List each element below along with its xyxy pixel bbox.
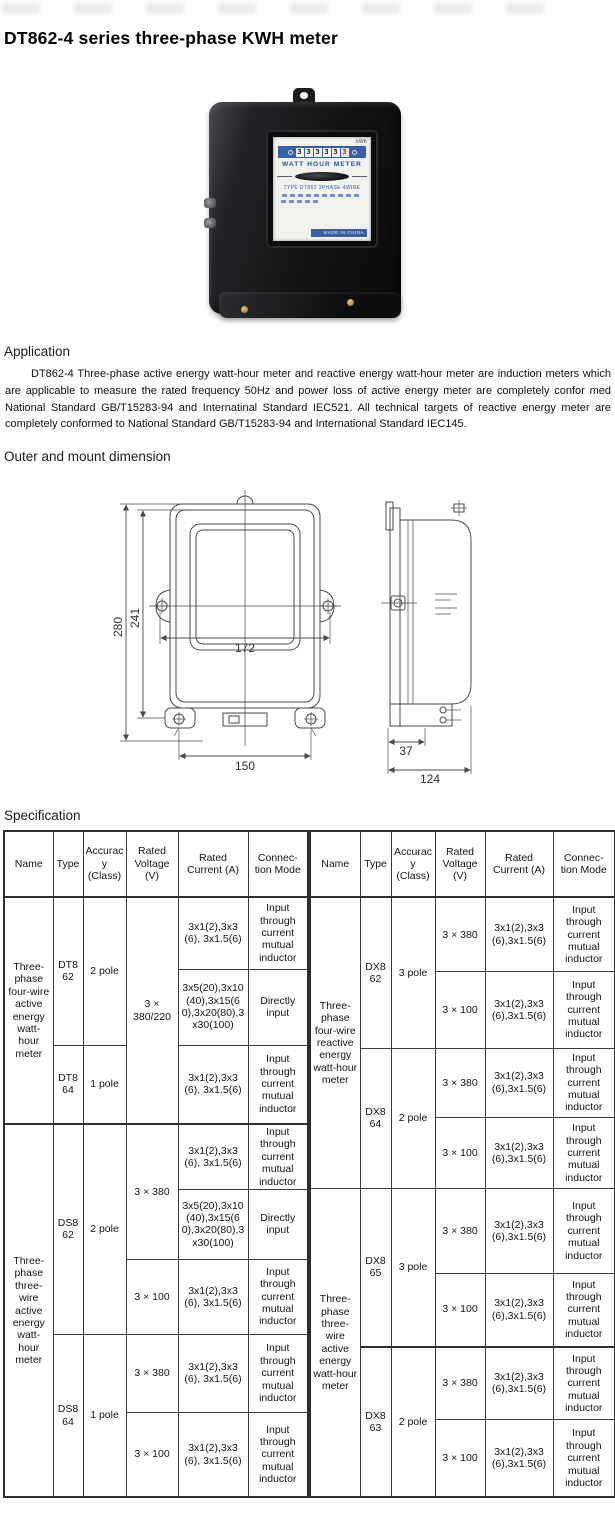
meter-model-fineprint: [281, 200, 319, 203]
cell-mode: Input through current mutual inductor: [248, 1259, 308, 1334]
cell-voltage: 3 × 100: [126, 1259, 178, 1334]
cell-class: 2 pole: [83, 897, 126, 1045]
cell-voltage: 3 × 380: [126, 1334, 178, 1412]
cell-voltage: 3 × 380: [435, 1347, 485, 1420]
cell-current: 3x1(2),3x3(6),3x1.5(6): [485, 897, 553, 971]
cell-type: DX862: [360, 897, 391, 1048]
meter-face-title: WATT HOUR METER: [282, 161, 362, 168]
dim-label-241: 241: [128, 607, 142, 629]
meter-register: [278, 146, 366, 158]
side-seal-screw: [204, 198, 216, 208]
col-header-name: Name: [4, 831, 53, 897]
cell-current: 3x5(20),3x10(40),3x15(60),3x20(80),3x30(100): [178, 1189, 248, 1259]
header-row: [4, 831, 308, 897]
cell-mode: Input through current mutual inductor: [248, 1334, 308, 1412]
dim-label-172: 172: [234, 641, 256, 655]
dim-label-150: 150: [234, 759, 256, 773]
cell-current: 3x1(2),3x3(6), 3x1.5(6): [178, 1124, 248, 1189]
cell-class: 1 pole: [83, 1045, 126, 1124]
col-header-voltage: Rated Voltage (V): [126, 831, 178, 897]
cell-mode: Input through current mutual inductor: [553, 1347, 615, 1420]
cell-current: 3x1(2),3x3(6), 3x1.5(6): [178, 1259, 248, 1334]
cell-current: 3x5(20),3x10(40),3x15(60),3x20(80),3x30(100): [178, 969, 248, 1045]
cell-type: DX865: [360, 1189, 391, 1347]
cell-voltage: 3 × 380: [435, 897, 485, 971]
cell-mode: Input through current mutual inductor: [553, 897, 615, 971]
cell-current: 3x1(2),3x3(6),3x1.5(6): [485, 1420, 553, 1497]
dim-label-280: 280: [111, 616, 125, 638]
register-digit: 3: [306, 147, 311, 156]
dim-label-37: 37: [399, 744, 413, 758]
spec-table-right: [309, 830, 615, 1498]
cell-current: 3x1(2),3x3(6),3x1.5(6): [485, 972, 553, 1048]
side-seal-screw: [204, 218, 216, 228]
dim-label-124: 124: [419, 772, 441, 786]
register-seal-icon: [352, 150, 357, 155]
register-seal-icon: [288, 150, 293, 155]
cell-current: 3x1(2),3x3(6),3x1.5(6): [485, 1117, 553, 1188]
cell-class: 1 pole: [83, 1334, 126, 1497]
cell-type: DX864: [360, 1048, 391, 1189]
cell-voltage: 3 × 100: [435, 1420, 485, 1497]
register-digit-decimal: 3: [342, 147, 347, 156]
section-heading-application: Application: [4, 344, 71, 359]
disc-axis-line: [277, 176, 292, 177]
cell-name: Three-phase four-wire active energy watt-hour meter: [4, 897, 53, 1124]
cell-mode: Directly input: [248, 1189, 308, 1259]
col-header-name: Name: [310, 831, 360, 897]
cell-current: 3x1(2),3x3(6), 3x1.5(6): [178, 1334, 248, 1412]
col-header-current: Rated Current (A): [178, 831, 248, 897]
table-row: [4, 897, 308, 969]
meter-origin-label: MADE IN CHINA: [323, 230, 364, 235]
meter-ratings-fineprint: [282, 194, 361, 197]
cell-name: Three-phase four-wire reactive energy watt-hour meter: [310, 897, 360, 1188]
meter-body: [209, 102, 401, 314]
register-digit: 3: [297, 147, 302, 156]
cell-voltage: 3 × 380: [435, 1048, 485, 1117]
cell-type: DT862: [53, 897, 83, 1045]
specification-table: [3, 830, 615, 1498]
front-view: [149, 490, 341, 746]
application-paragraph: DT862-4 Three-phase active energy watt-hour meter and reactive energy watt-hour meter are induction meters which are applicable to measure the rated frequency 50Hz and power loss of active energy meter are completely confor med National Standard GB/T15283-94 and Internatinal Standard IEC521. All technical targets of reactive energy meter are completely conformed to National Standard GB/T15283-94 and International Standard IEC145.: [5, 368, 611, 431]
page-title: DT862-4 series three-phase KWH meter: [4, 28, 338, 48]
col-header-current: Rated Current (A): [485, 831, 553, 897]
spec-table-left: [3, 830, 309, 1498]
cell-class: 2 pole: [391, 1347, 435, 1498]
cell-current: 3x1(2),3x3(6), 3x1.5(6): [178, 897, 248, 969]
cell-mode: Input through current mutual inductor: [248, 1412, 308, 1497]
cell-voltage: 3 × 100: [435, 972, 485, 1048]
meter-type-line: TYPE DT862 3PHASE 4WIRE: [283, 185, 361, 191]
side-view: [381, 500, 471, 726]
cell-mode: Input through current mutual inductor: [553, 972, 615, 1048]
col-header-class: Accuracy (Class): [83, 831, 126, 897]
terminal-screw: [241, 306, 248, 313]
cell-voltage: 3 × 380: [126, 1124, 178, 1259]
meter-unit-label: kWh: [356, 139, 367, 145]
col-header-voltage: Rated Voltage (V): [435, 831, 485, 897]
cell-name: Three-phase three-wire active energy watt-hour meter: [4, 1124, 53, 1497]
cell-type: DT864: [53, 1045, 83, 1124]
cell-mode: Input through current mutual inductor: [248, 1124, 308, 1189]
meter-disc-window: [277, 172, 367, 181]
disc-axis-line: [352, 176, 367, 177]
cell-mode: Input through current mutual inductor: [553, 1189, 615, 1273]
cell-voltage: 3 × 100: [435, 1273, 485, 1346]
cell-mode: Input through current mutual inductor: [553, 1273, 615, 1346]
section-heading-specification: Specification: [4, 808, 81, 823]
cell-name: Three-phase three-wire active energy watt-hour meter: [310, 1189, 360, 1498]
cell-current: 3x1(2),3x3(6), 3x1.5(6): [178, 1045, 248, 1124]
rotating-disc: [295, 172, 349, 181]
cell-voltage: 3 × 100: [126, 1412, 178, 1497]
col-header-mode: Connec-tion Mode: [553, 831, 615, 897]
cell-mode: Input through current mutual inductor: [248, 897, 308, 969]
cell-class: 3 pole: [391, 897, 435, 1048]
cell-mode: Input through current mutual inductor: [553, 1117, 615, 1188]
section-heading-dimension: Outer and mount dimension: [4, 449, 171, 464]
cell-type: DS862: [53, 1124, 83, 1334]
cell-mode: Directly input: [248, 969, 308, 1045]
col-header-mode: Connec-tion Mode: [248, 831, 308, 897]
dimension-drawing: [105, 478, 505, 808]
cell-current: 3x1(2),3x3(6),3x1.5(6): [485, 1048, 553, 1117]
front-dimension-lines: [120, 504, 330, 760]
register-digit: 3: [333, 147, 338, 156]
col-header-type: Type: [53, 831, 83, 897]
col-header-class: Accuracy (Class): [391, 831, 435, 897]
cell-mode: Input through current mutual inductor: [553, 1048, 615, 1117]
cell-current: 3x1(2),3x3(6), 3x1.5(6): [178, 1412, 248, 1497]
cell-current: 3x1(2),3x3(6),3x1.5(6): [485, 1189, 553, 1273]
meter-faceplate: [268, 132, 376, 246]
terminal-cover: [219, 292, 401, 318]
cell-voltage: 3 × 100: [435, 1117, 485, 1188]
table-row: [310, 897, 615, 971]
register-digit: 3: [315, 147, 320, 156]
header-row: [310, 831, 615, 897]
meter-origin-band: [311, 229, 367, 237]
table-row: [310, 1189, 615, 1273]
cell-mode: Input through current mutual inductor: [248, 1045, 308, 1124]
product-photo: [207, 88, 403, 330]
cell-current: 3x1(2),3x3(6),3x1.5(6): [485, 1347, 553, 1420]
terminal-screw: [347, 299, 354, 306]
cell-class: 2 pole: [83, 1124, 126, 1334]
cell-mode: Input through current mutual inductor: [553, 1420, 615, 1497]
cell-voltage: 3 × 380: [435, 1189, 485, 1273]
cell-type: DX863: [360, 1347, 391, 1498]
cell-type: DS864: [53, 1334, 83, 1497]
register-digit: 3: [324, 147, 329, 156]
faded-header-remnant: [2, 3, 562, 14]
cell-current: 3x1(2),3x3(6),3x1.5(6): [485, 1273, 553, 1346]
col-header-type: Type: [360, 831, 391, 897]
table-row: [4, 1124, 308, 1189]
cell-class: 2 pole: [391, 1048, 435, 1189]
cell-class: 3 pole: [391, 1189, 435, 1347]
cell-voltage: 3 × 380/220: [126, 897, 178, 1124]
